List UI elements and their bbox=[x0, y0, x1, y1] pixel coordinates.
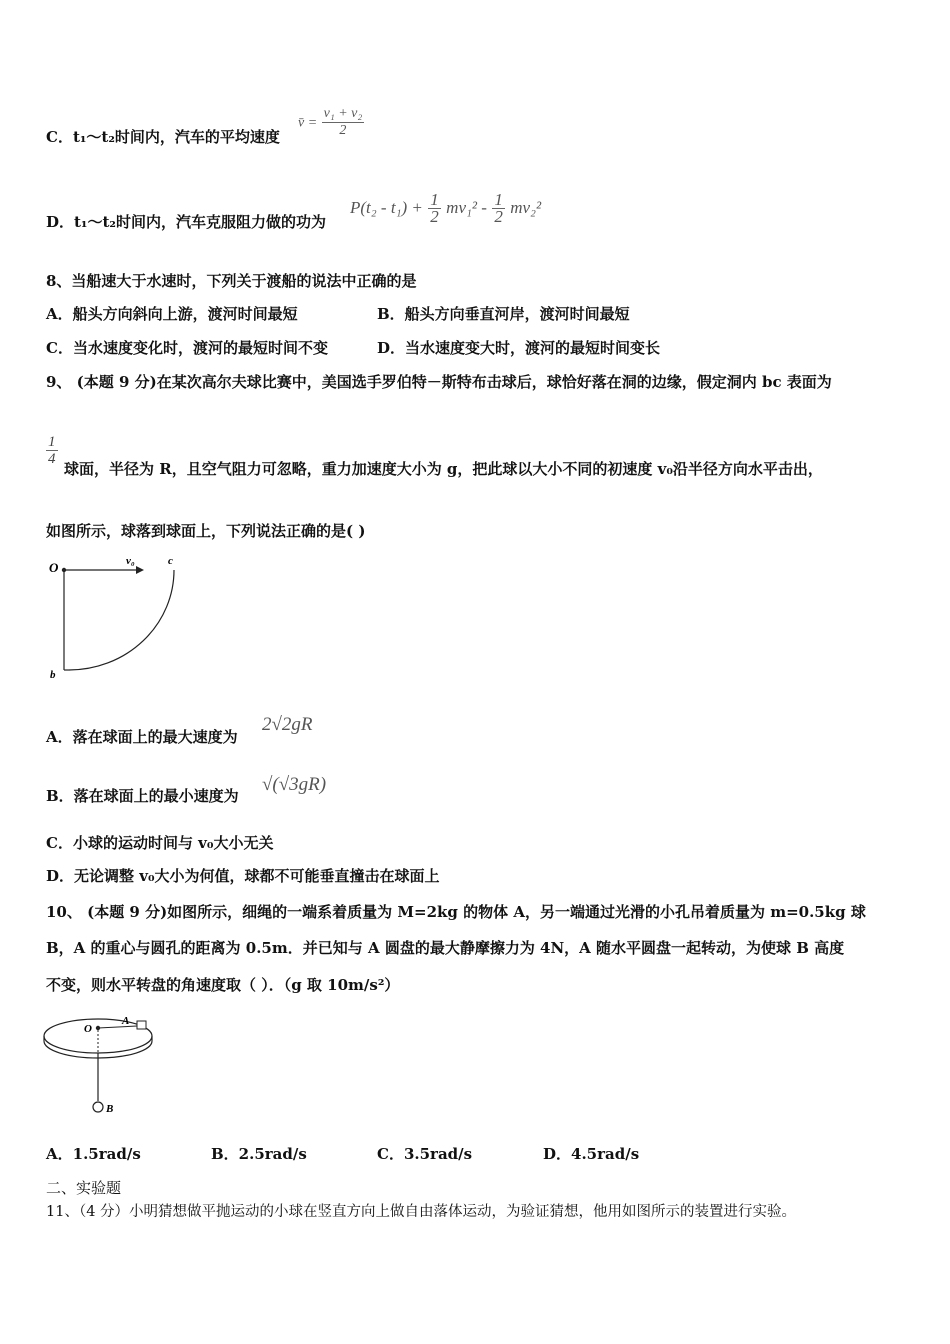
q10-label-b: B bbox=[106, 1103, 114, 1115]
q9-stem-line-3: 如图所示，球落到球面上，下列说法正确的是( ) bbox=[46, 522, 366, 540]
q9-label-v0: v₀ bbox=[126, 555, 135, 567]
q8-option-b: B．船头方向垂直河岸，渡河时间最短 bbox=[377, 305, 630, 323]
q8-option-c: C．当水速度变化时，渡河的最短时间不变 bbox=[46, 339, 328, 357]
q9-option-d: D．无论调整 v₀大小为何值，球都不可能垂直撞击在球面上 bbox=[46, 867, 440, 885]
q10-stem-line-2: B，A 的重心与圆孔的距离为 0.5m．并已知与 A 圆盘的最大静摩擦力为 4N，A 随水平圆盘一起转动，为使球 B 高度 bbox=[46, 939, 845, 957]
q9-figure bbox=[44, 550, 194, 685]
q8-option-a: A．船头方向斜向上游，渡河时间最短 bbox=[46, 305, 298, 323]
q9-option-b: B．落在球面上的最小速度为 bbox=[46, 787, 239, 805]
q10-option-c: C．3.5rad/s bbox=[377, 1145, 473, 1163]
q8-stem: 8、当船速大于水速时，下列关于渡船的说法中正确的是 bbox=[46, 272, 417, 290]
q11-stem: 11、（4 分）小明猜想做平抛运动的小球在竖直方向上做自由落体运动，为验证猜想，他用如图所示的装置进行实验。 bbox=[46, 1204, 797, 1220]
q10-stem-line-3: 不变，则水平转盘的角速度取（ ）．（g 取 10m/s²） bbox=[46, 976, 400, 994]
q9-option-a: A．落在球面上的最大速度为 bbox=[46, 728, 238, 746]
q10-string-oa bbox=[98, 1026, 137, 1028]
q7-d-half-2: $\frac{1}{2}$ bbox=[494, 190, 503, 226]
q10-block-a bbox=[137, 1021, 146, 1029]
q7-c-formula: v̄ = $\frac{\text{v₁ + v₂}}{2}$ bbox=[298, 106, 363, 138]
q9-stem-line-1: 9、 (本题 9 分)在某次高尔夫球比赛中，美国选手罗伯特－斯特布击球后，球恰好落在洞的边缘，假定洞内 bc 表面为 bbox=[46, 373, 832, 391]
q7-d-formula: P(t₂ - t₁) + $\frac{1}{2}$ mv₁² - $\frac{1}{2}$ mv₂² bbox=[350, 190, 542, 226]
q9-option-c: C．小球的运动时间与 v₀大小无关 bbox=[46, 834, 274, 852]
q9-figure-arc bbox=[69, 570, 174, 670]
q10-option-b: B．2.5rad/s bbox=[211, 1145, 307, 1163]
q9-quarter-fraction: $\frac{1}{4}$ bbox=[48, 434, 56, 467]
q10-stem-line-1: 10、 (本题 9 分)如图所示，细绳的一端系着质量为 M=2kg 的物体 A，另一端通过光滑的小孔吊着质量为 m=0.5kg 球 bbox=[46, 903, 866, 921]
q7-c-fraction: $\frac{\text{v₁ + v₂}}{2}$ bbox=[323, 106, 363, 138]
q9-label-b: b bbox=[50, 669, 56, 681]
q7-option-c: C．t₁～t₂时间内，汽车的平均速度 bbox=[46, 128, 280, 146]
q9-b-formula: √(√3gR) bbox=[262, 774, 327, 795]
q10-option-d: D．4.5rad/s bbox=[543, 1145, 640, 1163]
q7-option-d: D．t₁～t₂时间内，汽车克服阻力做的功为 bbox=[46, 213, 327, 231]
q9-stem-line-2: 球面，半径为 R，且空气阻力可忽略，重力加速度大小为 g，把此球以大小不同的初速度 v₀沿半径方向水平击出， bbox=[64, 460, 823, 478]
q10-label-a: A bbox=[122, 1015, 130, 1027]
q10-option-a: A．1.5rad/s bbox=[46, 1145, 141, 1163]
q9-a-formula: 2√2gR bbox=[262, 714, 313, 735]
q7-d-half-1: $\frac{1}{2}$ bbox=[430, 190, 439, 226]
q9-figure-point-o bbox=[62, 568, 66, 572]
q9-figure-arrowhead bbox=[136, 566, 144, 574]
q10-figure bbox=[42, 1008, 162, 1118]
q8-option-d: D．当水速度变大时，渡河的最短时间变长 bbox=[377, 339, 661, 357]
q10-label-o: O bbox=[84, 1023, 92, 1035]
section-heading: 二、实验题 bbox=[46, 1179, 122, 1197]
q9-label-c: c bbox=[168, 555, 173, 567]
q10-ball-b bbox=[93, 1102, 103, 1112]
q9-label-o: O bbox=[49, 560, 59, 575]
